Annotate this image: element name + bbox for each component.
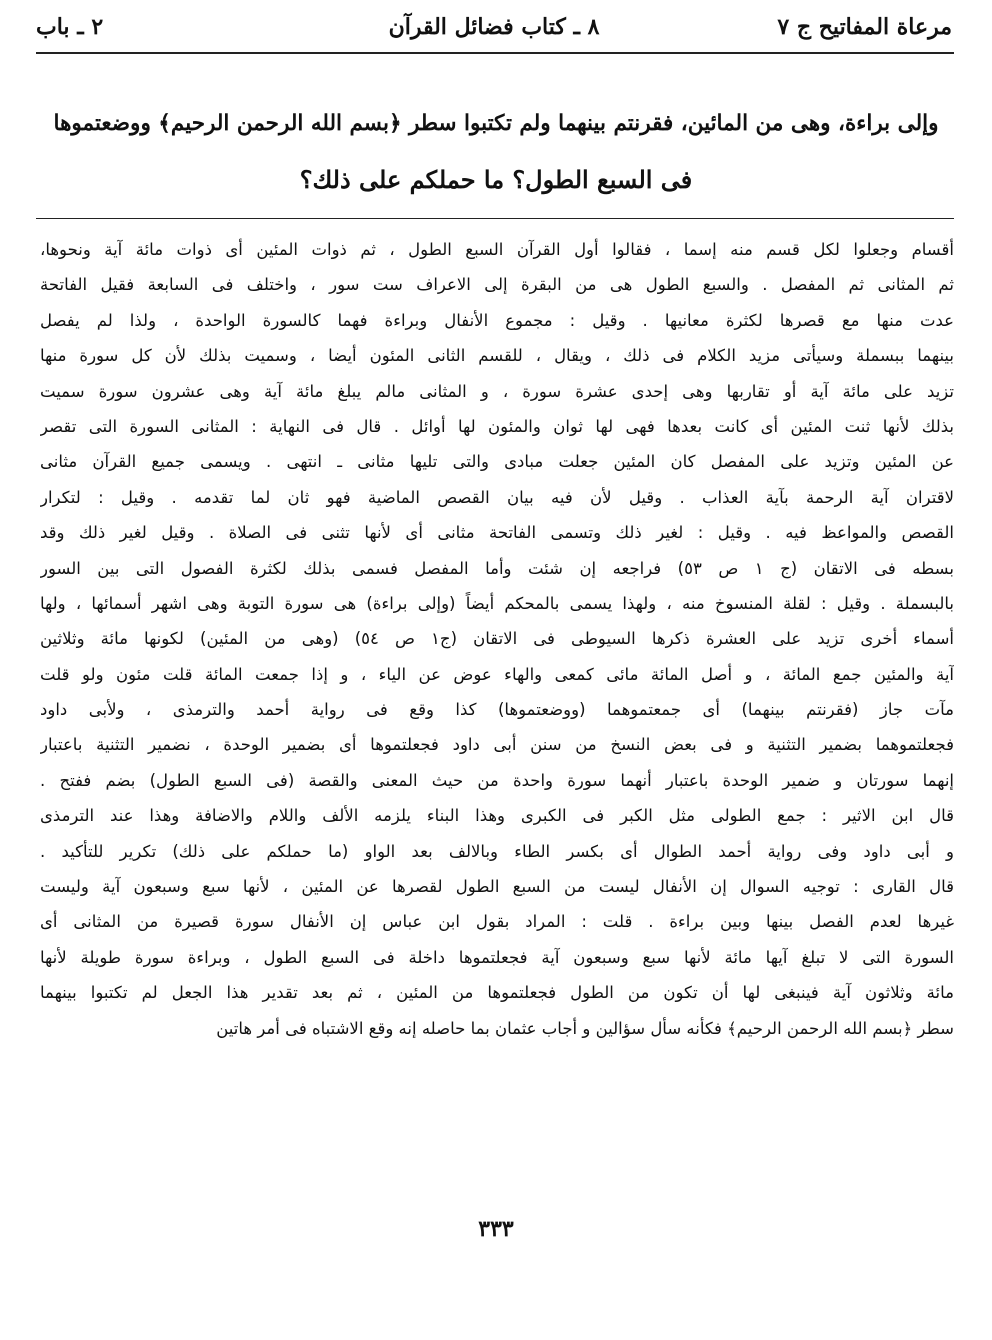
commentary-line: عن المئين وتزيد على المفصل كان المئين جعلت مبادى والتى تليها مثانى ـ انتهى . ويسمى جميع القرآن مثانى <box>40 452 954 472</box>
commentary-line: غيرها لعدم الفصل بينها وبين براءة . قلت : المراد بقول ابن عباس إن الأنفال سورة قصيرة من المثانى أى <box>40 912 954 932</box>
chapter-title: ٨ ـ كتاب فضائل القرآن <box>388 14 600 40</box>
commentary-line: إنهما سورتان و ضمير الوحدة باعتبار أنهما سورة واحدة من حيث المعنى والقصة (فى السبع الطول) بضم ففتح . <box>40 770 954 790</box>
section-label: ٢ ـ باب <box>36 14 104 40</box>
book-title: مرعاة المفاتيح ج ٧ <box>777 14 952 40</box>
commentary-text <box>40 232 954 1046</box>
commentary-line: بسطه فى الاتقان (ج ١ ص ٥٣) فراجعه إن شئت وأما المفصل فسمى بذلك لكثرة الفصول التى بين السور <box>40 558 954 578</box>
commentary-line: و أبى داود وفى رواية أحمد الطوال أى بكسر الطاء وبالالف بعد الواو (ما حملكم على ذلك) تكرير للتأكيد . <box>40 841 954 861</box>
commentary-line: أسماء أخرى تزيد على العشرة ذكرها السيوطى فى الاتقان (ج١ ص ٥٤) (وهى من المئين) لكونها مائة وثلاثين <box>40 629 954 649</box>
header-rule <box>36 52 954 54</box>
commentary-line: تزيد على مائة آية أو تقاربها وهى إحدى عشرة سورة ، و المثانى مالم يبلغ مائة آية وهى عشرون سورة سميت <box>40 381 954 401</box>
commentary-line: قال القارى : توجيه السوال إن الأنفال ليست من السبع الطول لقصرها عن المئين ، لأنها سبع وسبعون آية وليست <box>40 877 954 897</box>
commentary-line: آية والمئين جمع المائة ، و أصل المائة مائى كمعى والهاء عوض عن الياء ، و إذا جمعت المائة قلت مئون ولو قلت <box>40 664 954 684</box>
hadith-text <box>46 96 946 208</box>
commentary-line: بذلك لأنها ثنت المئين أى كانت بعدها فهى لها ثوان والمئون لها أوائل . قال فى النهاية : المثانى السورة التى تقصر <box>40 416 954 436</box>
commentary-line: سطر ﴿بسم الله الرحمن الرحيم﴾ فكأنه سأل سؤالين و أجاب عثمان بما حاصله إنه وقع الاشتباه فى أمر هاتين <box>216 1018 954 1038</box>
commentary-line: ثم المثانى ثم المفصل . والسبع الطول هى من البقرة إلى الاعراف ست سور ، واختلف فى السابعة فقيل الفاتحة <box>40 275 954 295</box>
commentary-line: أقسام وجعلوا لكل قسم منه إسما ، فقالوا أول القرآن السبع الطول ، ثم ذوات المئين أى ذوات مائة آية ونحوها، <box>40 240 954 259</box>
commentary-line: قال ابن الاثير : جمع الطولى مثل الكبر فى الكبرى وهذا البناء يلزمه الألف واللام والاضافة وهذا عند الترمذى <box>40 806 954 826</box>
commentary-line: السورة التى لا تبلغ آيها مائة لأنها سبع وسبعون آية فجعلتموها داخلة فى السبع الطول ، وبراءة سورة طويلة لأنها <box>40 947 954 967</box>
commentary-line: فجعلتموهما بضمير التثنية و فى بعض النسخ من سنن أبى داود فجعلتموها أى بضمير الوحدة ، نضمير التثنية باعتبار <box>40 735 954 755</box>
commentary-line: بينهما ببسملة وسيأتى مزيد الكلام فى ذلك ، ويقال ، للقسم الثانى المئون أيضا ، وسميت بذلك لأن كل سورة منها <box>40 346 954 366</box>
hadith-line: فى السبع الطول؟ ما حملكم على ذلك؟ <box>299 165 693 194</box>
commentary-line: بالبسملة . وقيل : لقلة المنسوخ منه ، ولهذا يسمى بالمحكم أيضاً (وإلى براءة) هى سورة التوبة وهى اشهر أسمائها ، ولها <box>40 593 954 613</box>
separator-rule <box>36 218 954 219</box>
commentary-line: القصص والمواعظ فيه . وقيل : لغير ذلك وتسمى الفاتحة مثانى أى لأنها تثنى فى الصلاة . وقيل لغير ذلك وقد <box>40 523 954 543</box>
hadith-line: وإلى براءة، وهى من المائين، فقرنتم بينهما ولم تكتبوا سطر ﴿بسم الله الرحمن الرحيم﴾ ووضعتموها <box>53 111 939 136</box>
commentary-line: مآت جاز (فقرنتم بينهما) أى جمعتموهما (ووضعتموها) كذا وقع فى رواية أحمد والترمذى ، ولأبى داود <box>40 700 954 720</box>
commentary-line: مائة وثلاثون آية فينبغى لها أن تكون من الطول فجعلتموها من المئين ، ثم بعد تقدير هذا الجعل لم تكتبوا بينهما <box>40 983 954 1003</box>
running-header <box>36 14 952 44</box>
commentary-line: عدت منها مع قصرها لكثرة معانيها . وقيل : مجموع الأنفال وبراءة فهما كالسورة الواحدة ، ولذا لم يفصل <box>40 310 954 330</box>
commentary-line: لاقتران آية الرحمة بآية العذاب . وقيل لأن فيه بيان القصص الماضية فهو ثان لما تقدمه . وقيل : لتكرار <box>40 487 954 507</box>
page-number: ٣٣٣ <box>478 1216 514 1242</box>
